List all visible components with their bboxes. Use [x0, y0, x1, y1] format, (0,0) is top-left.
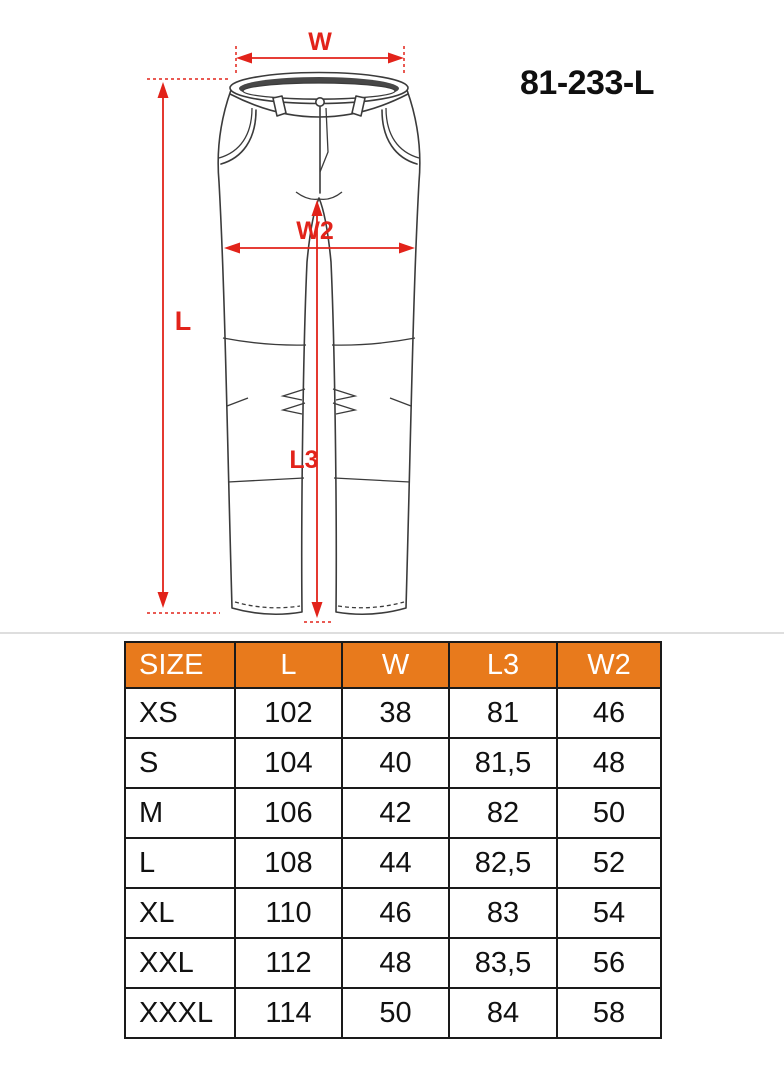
measurement-value: 48	[557, 738, 661, 788]
measurement-value: 44	[342, 838, 449, 888]
dim-l3-arrow	[304, 200, 332, 622]
measurement-value: 106	[235, 788, 342, 838]
section-divider	[0, 632, 784, 634]
measurement-value: 50	[342, 988, 449, 1038]
measurement-value: 83,5	[449, 938, 557, 988]
size-label: L	[125, 838, 235, 888]
measurement-value: 46	[557, 688, 661, 738]
table-row	[125, 688, 661, 738]
measurement-value: 82	[449, 788, 557, 838]
size-label: S	[125, 738, 235, 788]
measurement-value: 40	[342, 738, 449, 788]
dim-label-l3: L3	[289, 446, 319, 474]
measurement-value: 48	[342, 938, 449, 988]
measurement-value: 108	[235, 838, 342, 888]
waist-opening-inner	[243, 83, 395, 99]
measurement-value: 114	[235, 988, 342, 1038]
table-header-row	[125, 642, 661, 688]
measurement-value: 46	[342, 888, 449, 938]
waist-button	[316, 98, 324, 106]
measurement-value: 84	[449, 988, 557, 1038]
size-label: M	[125, 788, 235, 838]
col-header-size: SIZE	[125, 642, 235, 688]
measurement-value: 81,5	[449, 738, 557, 788]
measurement-value: 110	[235, 888, 342, 938]
pants-silhouette	[218, 90, 420, 614]
measurement-value: 83	[449, 888, 557, 938]
measurement-value: 56	[557, 938, 661, 988]
product-code: 81-233-L	[520, 64, 654, 102]
measurement-value: 52	[557, 838, 661, 888]
table-row	[125, 738, 661, 788]
measurement-value: 102	[235, 688, 342, 738]
table-row	[125, 838, 661, 888]
dim-label-w: W	[308, 28, 332, 56]
col-header-w2: W2	[557, 642, 661, 688]
size-label: XS	[125, 688, 235, 738]
size-table	[124, 641, 662, 1039]
measurement-value: 112	[235, 938, 342, 988]
col-header-l: L	[235, 642, 342, 688]
table-row	[125, 788, 661, 838]
measurement-value: 50	[557, 788, 661, 838]
measurement-value: 42	[342, 788, 449, 838]
measurement-value: 58	[557, 988, 661, 1038]
measurement-value: 81	[449, 688, 557, 738]
pants-body	[218, 73, 420, 615]
size-label: XXL	[125, 938, 235, 988]
col-header-l3: L3	[449, 642, 557, 688]
dim-l-arrow	[147, 79, 228, 613]
measurement-value: 38	[342, 688, 449, 738]
measurement-value: 82,5	[449, 838, 557, 888]
measurement-value: 54	[557, 888, 661, 938]
dim-label-w2: W2	[296, 217, 334, 245]
dim-label-l: L	[174, 306, 192, 336]
table-row	[125, 888, 661, 938]
measurement-value: 104	[235, 738, 342, 788]
size-label: XXXL	[125, 988, 235, 1038]
size-label: XL	[125, 888, 235, 938]
table-row	[125, 988, 661, 1038]
col-header-w: W	[342, 642, 449, 688]
table-row	[125, 938, 661, 988]
